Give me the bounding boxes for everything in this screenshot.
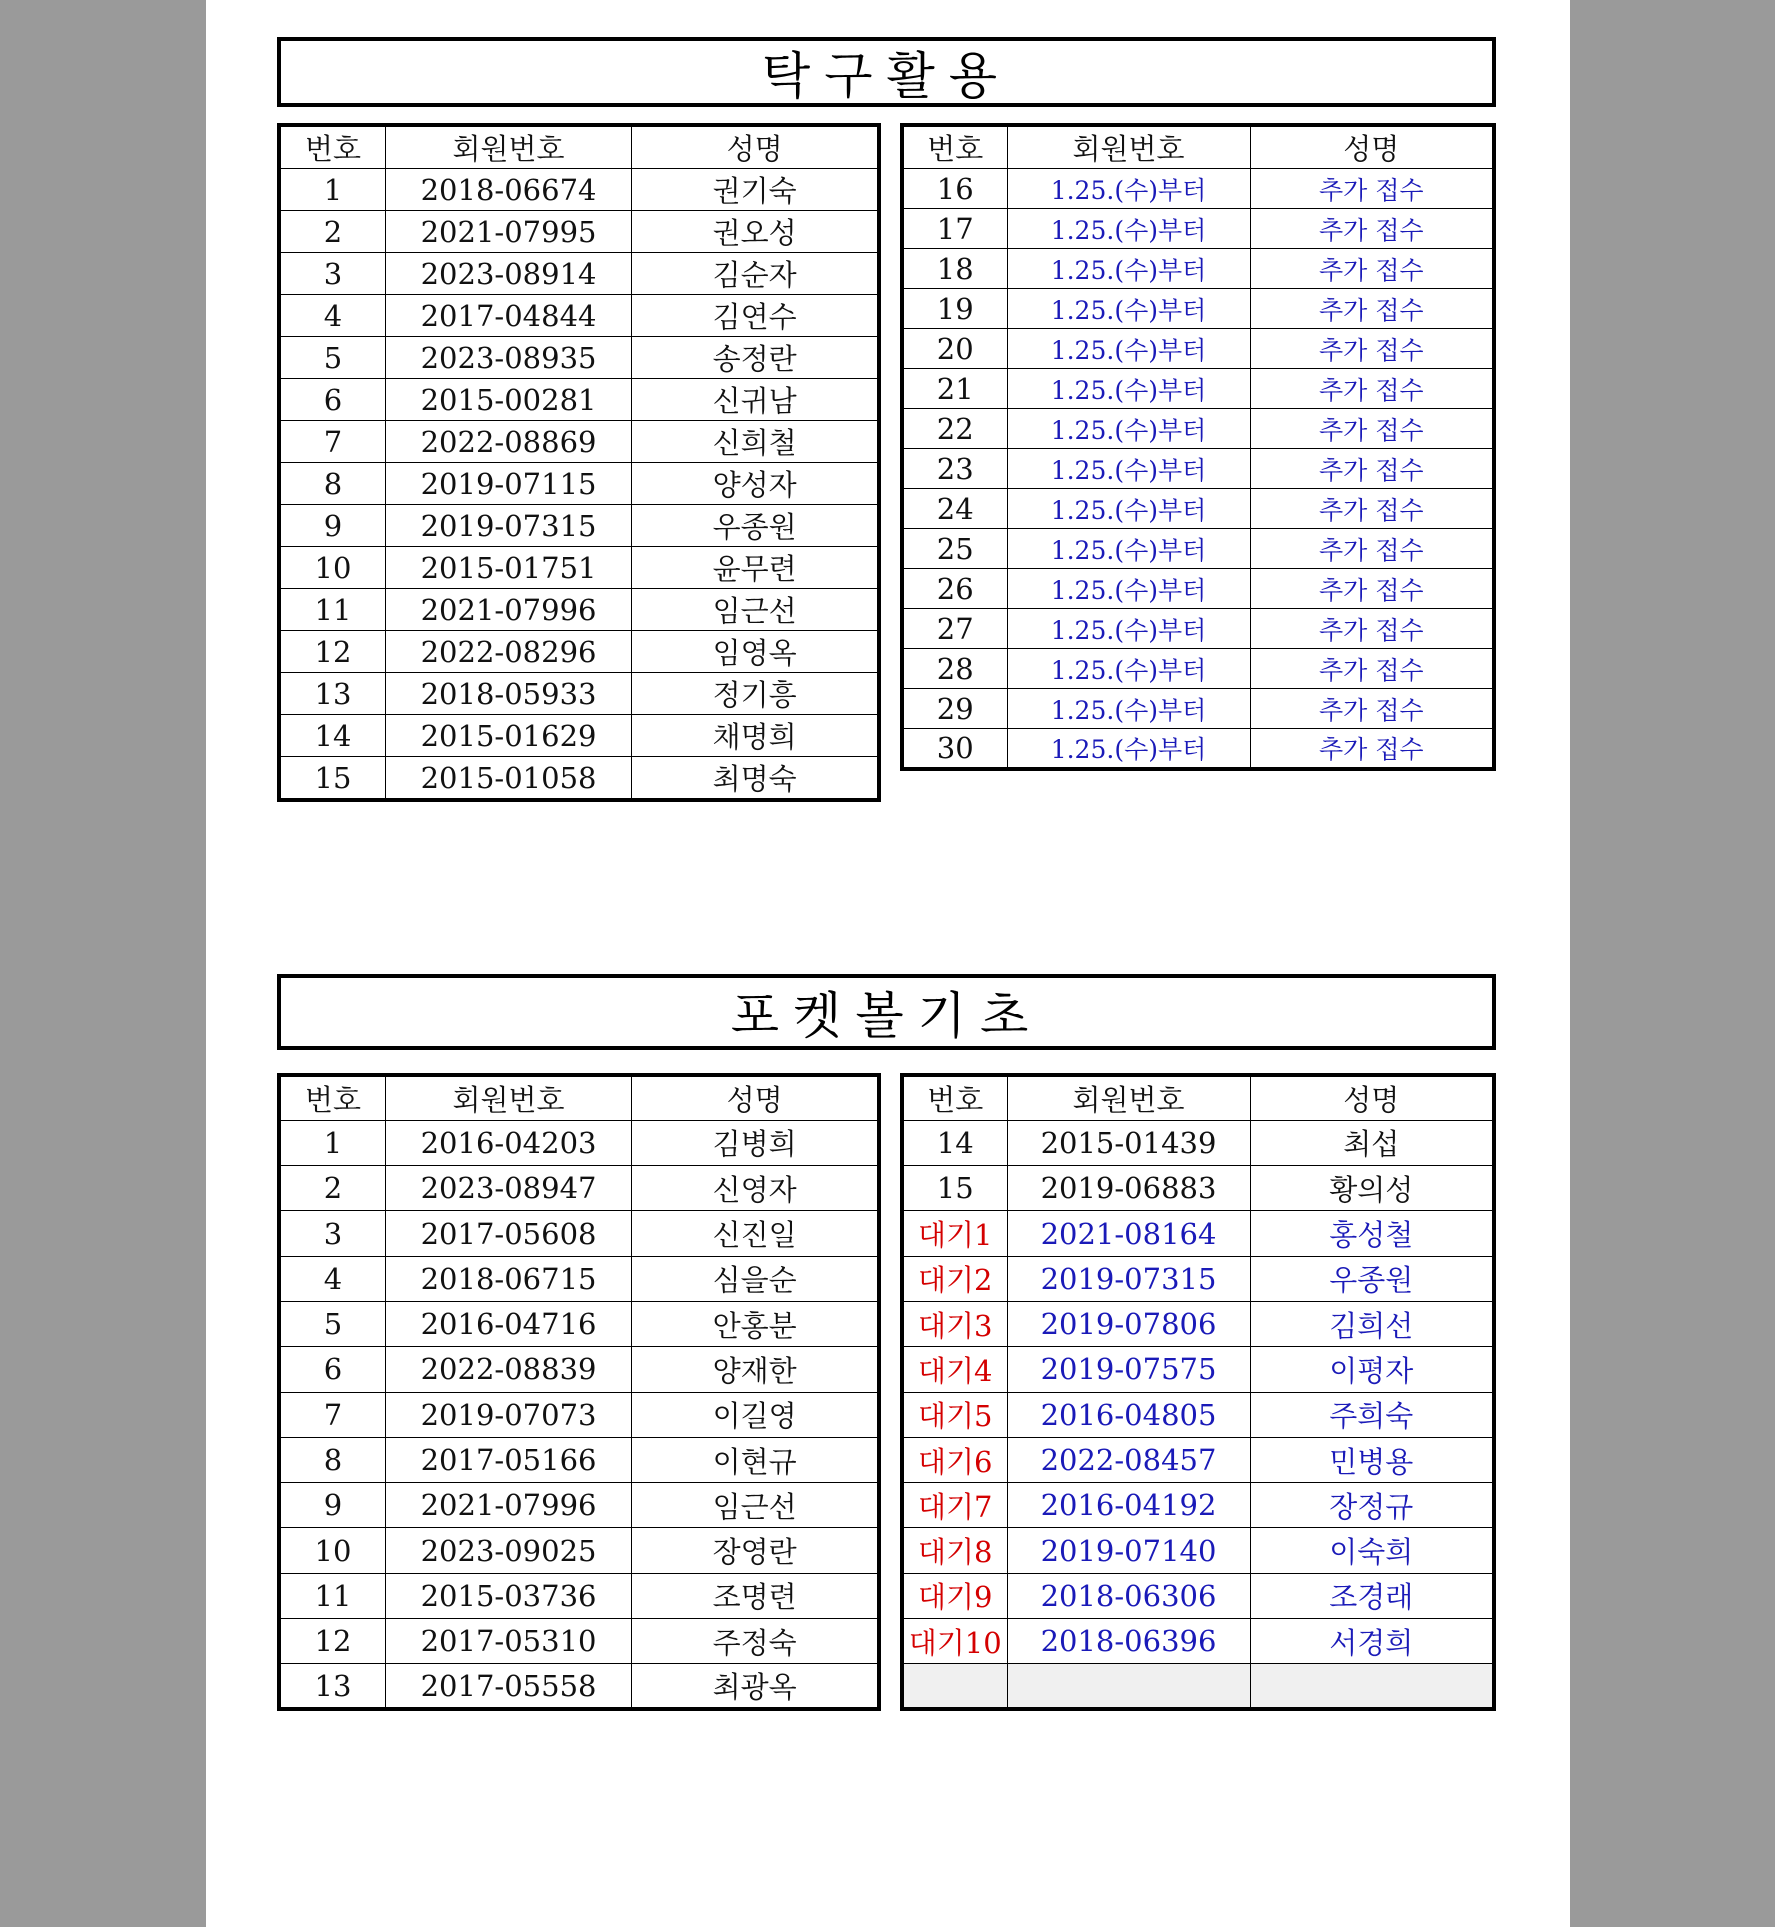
member-id-cell: 2018-06715 — [385, 1256, 631, 1301]
member-id-cell: 1.25.(수)부터 — [1007, 209, 1250, 249]
table-row — [279, 337, 879, 379]
name-cell: 추가 접수 — [1250, 209, 1494, 249]
number-cell: 대기6 — [902, 1437, 1007, 1482]
table-row — [902, 1483, 1494, 1528]
name-cell: 주희숙 — [1250, 1392, 1494, 1437]
number-cell: 15 — [279, 757, 385, 801]
number-cell: 대기2 — [902, 1256, 1007, 1301]
name-cell: 채명희 — [632, 715, 879, 757]
name-cell: 주정숙 — [632, 1619, 879, 1664]
header-cell: 성명 — [1250, 1075, 1494, 1120]
member-id-cell: 1.25.(수)부터 — [1007, 329, 1250, 369]
name-cell: 최섭 — [1250, 1120, 1494, 1165]
table-row — [279, 1392, 879, 1437]
member-id-cell: 1.25.(수)부터 — [1007, 689, 1250, 729]
number-cell: 15 — [902, 1166, 1007, 1211]
name-cell: 홍성철 — [1250, 1211, 1494, 1256]
member-id-cell: 1.25.(수)부터 — [1007, 609, 1250, 649]
number-cell: 대기4 — [902, 1347, 1007, 1392]
member-id-cell: 2017-04844 — [385, 295, 631, 337]
member-id-cell: 2022-08457 — [1007, 1437, 1250, 1482]
section1-right-table — [900, 123, 1496, 771]
name-cell: 이숙희 — [1250, 1528, 1494, 1573]
member-id-cell: 2019-07575 — [1007, 1347, 1250, 1392]
table-row — [279, 421, 879, 463]
name-cell: 조경래 — [1250, 1573, 1494, 1618]
table-row — [902, 369, 1494, 409]
header-cell: 성명 — [632, 125, 879, 169]
member-id-cell: 2016-04716 — [385, 1301, 631, 1346]
name-cell: 윤무련 — [632, 547, 879, 589]
name-cell: 임근선 — [632, 1483, 879, 1528]
name-cell: 서경희 — [1250, 1619, 1494, 1664]
table-row — [279, 715, 879, 757]
member-id-cell: 2023-08947 — [385, 1166, 631, 1211]
member-id-cell: 1.25.(수)부터 — [1007, 729, 1250, 769]
member-id-cell: 2015-00281 — [385, 379, 631, 421]
member-id-cell: 2017-05608 — [385, 1211, 631, 1256]
number-cell: 21 — [902, 369, 1007, 409]
number-cell: 10 — [279, 547, 385, 589]
name-cell: 권오성 — [632, 211, 879, 253]
table-row — [279, 1120, 879, 1165]
table-row — [279, 1347, 879, 1392]
member-id-cell: 2022-08869 — [385, 421, 631, 463]
member-id-cell: 2021-07995 — [385, 211, 631, 253]
number-cell: 24 — [902, 489, 1007, 529]
number-cell: 14 — [279, 715, 385, 757]
name-cell: 장정규 — [1250, 1483, 1494, 1528]
member-id-cell: 2019-06883 — [1007, 1166, 1250, 1211]
header-cell: 회원번호 — [385, 1075, 631, 1120]
table-row — [279, 1211, 879, 1256]
member-id-cell: 2016-04805 — [1007, 1392, 1250, 1437]
member-id-cell: 2015-01751 — [385, 547, 631, 589]
number-cell: 26 — [902, 569, 1007, 609]
number-cell: 28 — [902, 649, 1007, 689]
name-cell: 신영자 — [632, 1166, 879, 1211]
number-cell: 22 — [902, 409, 1007, 449]
name-cell: 추가 접수 — [1250, 169, 1494, 209]
name-cell: 추가 접수 — [1250, 369, 1494, 409]
member-id-cell: 2015-01439 — [1007, 1120, 1250, 1165]
member-id-cell: 1.25.(수)부터 — [1007, 409, 1250, 449]
member-id-cell: 2018-06396 — [1007, 1619, 1250, 1664]
name-cell: 추가 접수 — [1250, 289, 1494, 329]
table-row — [902, 1301, 1494, 1346]
member-id-cell: 2016-04203 — [385, 1120, 631, 1165]
member-id-cell: 1.25.(수)부터 — [1007, 489, 1250, 529]
number-cell: 19 — [902, 289, 1007, 329]
member-id-cell: 2023-08914 — [385, 253, 631, 295]
name-cell: 이길영 — [632, 1392, 879, 1437]
name-cell: 추가 접수 — [1250, 449, 1494, 489]
table-row — [902, 329, 1494, 369]
member-id-cell: 2019-07315 — [1007, 1256, 1250, 1301]
name-cell: 추가 접수 — [1250, 609, 1494, 649]
member-id-cell: 2019-07315 — [385, 505, 631, 547]
name-cell: 최명숙 — [632, 757, 879, 801]
name-cell: 김병희 — [632, 1120, 879, 1165]
number-cell: 5 — [279, 1301, 385, 1346]
member-id-cell: 1.25.(수)부터 — [1007, 249, 1250, 289]
table-row — [279, 1619, 879, 1664]
name-cell: 추가 접수 — [1250, 529, 1494, 569]
table-row — [279, 547, 879, 589]
name-cell: 최광옥 — [632, 1664, 879, 1709]
member-id-cell: 2017-05558 — [385, 1664, 631, 1709]
header-cell: 회원번호 — [1007, 125, 1250, 169]
number-cell: 5 — [279, 337, 385, 379]
number-cell: 대기5 — [902, 1392, 1007, 1437]
table-row — [279, 379, 879, 421]
number-cell: 20 — [902, 329, 1007, 369]
table-row — [902, 1437, 1494, 1482]
member-id-cell: 2021-08164 — [1007, 1211, 1250, 1256]
member-id-cell: 2023-09025 — [385, 1528, 631, 1573]
name-cell: 우종원 — [1250, 1256, 1494, 1301]
name-cell: 안홍분 — [632, 1301, 879, 1346]
member-id-cell: 2022-08839 — [385, 1347, 631, 1392]
number-cell: 9 — [279, 1483, 385, 1528]
number-cell: 9 — [279, 505, 385, 547]
section2-right-table — [900, 1073, 1496, 1711]
table-row — [902, 209, 1494, 249]
table-row — [902, 1573, 1494, 1618]
number-cell: 13 — [279, 1664, 385, 1709]
name-cell: 임근선 — [632, 589, 879, 631]
member-id-cell: 2018-06674 — [385, 169, 631, 211]
member-id-cell: 2016-04192 — [1007, 1483, 1250, 1528]
number-cell: 8 — [279, 463, 385, 505]
table-row — [279, 295, 879, 337]
table-row — [279, 253, 879, 295]
name-cell — [1250, 1664, 1494, 1709]
name-cell: 우종원 — [632, 505, 879, 547]
table-row — [902, 449, 1494, 489]
table-row — [902, 1392, 1494, 1437]
number-cell: 25 — [902, 529, 1007, 569]
name-cell: 장영란 — [632, 1528, 879, 1573]
number-cell: 7 — [279, 1392, 385, 1437]
name-cell: 추가 접수 — [1250, 249, 1494, 289]
name-cell: 권기숙 — [632, 169, 879, 211]
table-row — [902, 289, 1494, 329]
header-cell: 번호 — [902, 1075, 1007, 1120]
member-id-cell: 2015-03736 — [385, 1573, 631, 1618]
table-row — [279, 169, 879, 211]
member-id-cell: 1.25.(수)부터 — [1007, 169, 1250, 209]
table-row — [902, 529, 1494, 569]
number-cell: 11 — [279, 1573, 385, 1618]
name-cell: 양재한 — [632, 1347, 879, 1392]
member-id-cell: 2021-07996 — [385, 589, 631, 631]
number-cell: 3 — [279, 253, 385, 295]
member-id-cell — [1007, 1664, 1250, 1709]
member-id-cell: 2018-06306 — [1007, 1573, 1250, 1618]
table-row — [279, 211, 879, 253]
number-cell: 1 — [279, 169, 385, 211]
section1-left-table — [277, 123, 881, 802]
member-id-cell: 2019-07140 — [1007, 1528, 1250, 1573]
table-row — [279, 1166, 879, 1211]
table-row — [902, 1211, 1494, 1256]
name-cell: 추가 접수 — [1250, 489, 1494, 529]
number-cell: 대기9 — [902, 1573, 1007, 1618]
name-cell: 추가 접수 — [1250, 649, 1494, 689]
name-cell: 신희철 — [632, 421, 879, 463]
number-cell: 대기10 — [902, 1619, 1007, 1664]
name-cell: 신귀남 — [632, 379, 879, 421]
section2-left-table — [277, 1073, 881, 1711]
name-cell: 송정란 — [632, 337, 879, 379]
name-cell: 추가 접수 — [1250, 729, 1494, 769]
number-cell: 12 — [279, 631, 385, 673]
member-id-cell: 2022-08296 — [385, 631, 631, 673]
table-row — [279, 1483, 879, 1528]
table-row — [902, 1347, 1494, 1392]
number-cell: 17 — [902, 209, 1007, 249]
table-row — [279, 505, 879, 547]
section1-title: 탁구활용 — [277, 37, 1496, 107]
member-id-cell: 2023-08935 — [385, 337, 631, 379]
table-row — [902, 1664, 1494, 1709]
number-cell: 13 — [279, 673, 385, 715]
table-row — [279, 1664, 879, 1709]
number-cell: 대기1 — [902, 1211, 1007, 1256]
table-row — [279, 757, 879, 801]
table-row — [902, 1166, 1494, 1211]
table-row — [902, 1528, 1494, 1573]
member-id-cell: 2015-01629 — [385, 715, 631, 757]
number-cell: 7 — [279, 421, 385, 463]
name-cell: 이평자 — [1250, 1347, 1494, 1392]
name-cell: 조명련 — [632, 1573, 879, 1618]
header-cell: 성명 — [1250, 125, 1494, 169]
table-row — [902, 409, 1494, 449]
table-row — [279, 1301, 879, 1346]
number-cell: 8 — [279, 1437, 385, 1482]
name-cell: 신진일 — [632, 1211, 879, 1256]
table-row — [279, 589, 879, 631]
member-id-cell: 2019-07806 — [1007, 1301, 1250, 1346]
name-cell: 양성자 — [632, 463, 879, 505]
number-cell: 대기3 — [902, 1301, 1007, 1346]
table-row — [902, 609, 1494, 649]
name-cell: 임영옥 — [632, 631, 879, 673]
table-row — [279, 673, 879, 715]
member-id-cell: 2017-05310 — [385, 1619, 631, 1664]
table-row — [902, 489, 1494, 529]
member-id-cell: 1.25.(수)부터 — [1007, 649, 1250, 689]
table-row — [902, 649, 1494, 689]
table-row — [279, 1528, 879, 1573]
name-cell: 황의성 — [1250, 1166, 1494, 1211]
number-cell — [902, 1664, 1007, 1709]
section2-title: 포켓볼기초 — [277, 974, 1496, 1050]
table-row — [902, 169, 1494, 209]
name-cell: 추가 접수 — [1250, 409, 1494, 449]
number-cell: 27 — [902, 609, 1007, 649]
member-id-cell: 1.25.(수)부터 — [1007, 289, 1250, 329]
number-cell: 6 — [279, 379, 385, 421]
number-cell: 2 — [279, 1166, 385, 1211]
number-cell: 3 — [279, 1211, 385, 1256]
number-cell: 대기8 — [902, 1528, 1007, 1573]
number-cell: 16 — [902, 169, 1007, 209]
table-row — [902, 569, 1494, 609]
member-id-cell: 2019-07115 — [385, 463, 631, 505]
number-cell: 23 — [902, 449, 1007, 489]
name-cell: 심을순 — [632, 1256, 879, 1301]
member-id-cell: 1.25.(수)부터 — [1007, 569, 1250, 609]
name-cell: 정기흥 — [632, 673, 879, 715]
table-row — [279, 1256, 879, 1301]
name-cell: 추가 접수 — [1250, 569, 1494, 609]
name-cell: 김희선 — [1250, 1301, 1494, 1346]
number-cell: 18 — [902, 249, 1007, 289]
number-cell: 10 — [279, 1528, 385, 1573]
table-row — [279, 631, 879, 673]
number-cell: 4 — [279, 1256, 385, 1301]
table-row — [902, 689, 1494, 729]
number-cell: 29 — [902, 689, 1007, 729]
table-row — [902, 1120, 1494, 1165]
header-cell: 번호 — [902, 125, 1007, 169]
member-id-cell: 2017-05166 — [385, 1437, 631, 1482]
table-row — [902, 729, 1494, 769]
number-cell: 4 — [279, 295, 385, 337]
member-id-cell: 2018-05933 — [385, 673, 631, 715]
number-cell: 6 — [279, 1347, 385, 1392]
number-cell: 대기7 — [902, 1483, 1007, 1528]
table-row — [902, 1619, 1494, 1664]
name-cell: 김순자 — [632, 253, 879, 295]
name-cell: 민병용 — [1250, 1437, 1494, 1482]
number-cell: 11 — [279, 589, 385, 631]
number-cell: 14 — [902, 1120, 1007, 1165]
member-id-cell: 1.25.(수)부터 — [1007, 529, 1250, 569]
table-row — [902, 249, 1494, 289]
table-row — [279, 1573, 879, 1618]
member-id-cell: 2021-07996 — [385, 1483, 631, 1528]
number-cell: 30 — [902, 729, 1007, 769]
header-cell: 회원번호 — [385, 125, 631, 169]
name-cell: 추가 접수 — [1250, 689, 1494, 729]
header-cell: 회원번호 — [1007, 1075, 1250, 1120]
header-cell: 성명 — [632, 1075, 879, 1120]
name-cell: 김연수 — [632, 295, 879, 337]
number-cell: 12 — [279, 1619, 385, 1664]
table-row — [279, 1437, 879, 1482]
number-cell: 1 — [279, 1120, 385, 1165]
number-cell: 2 — [279, 211, 385, 253]
header-cell: 번호 — [279, 125, 385, 169]
document-page — [206, 0, 1570, 1927]
name-cell: 이현규 — [632, 1437, 879, 1482]
header-cell: 번호 — [279, 1075, 385, 1120]
table-row — [902, 1256, 1494, 1301]
table-row — [279, 463, 879, 505]
member-id-cell: 2015-01058 — [385, 757, 631, 801]
member-id-cell: 2019-07073 — [385, 1392, 631, 1437]
member-id-cell: 1.25.(수)부터 — [1007, 449, 1250, 489]
member-id-cell: 1.25.(수)부터 — [1007, 369, 1250, 409]
name-cell: 추가 접수 — [1250, 329, 1494, 369]
